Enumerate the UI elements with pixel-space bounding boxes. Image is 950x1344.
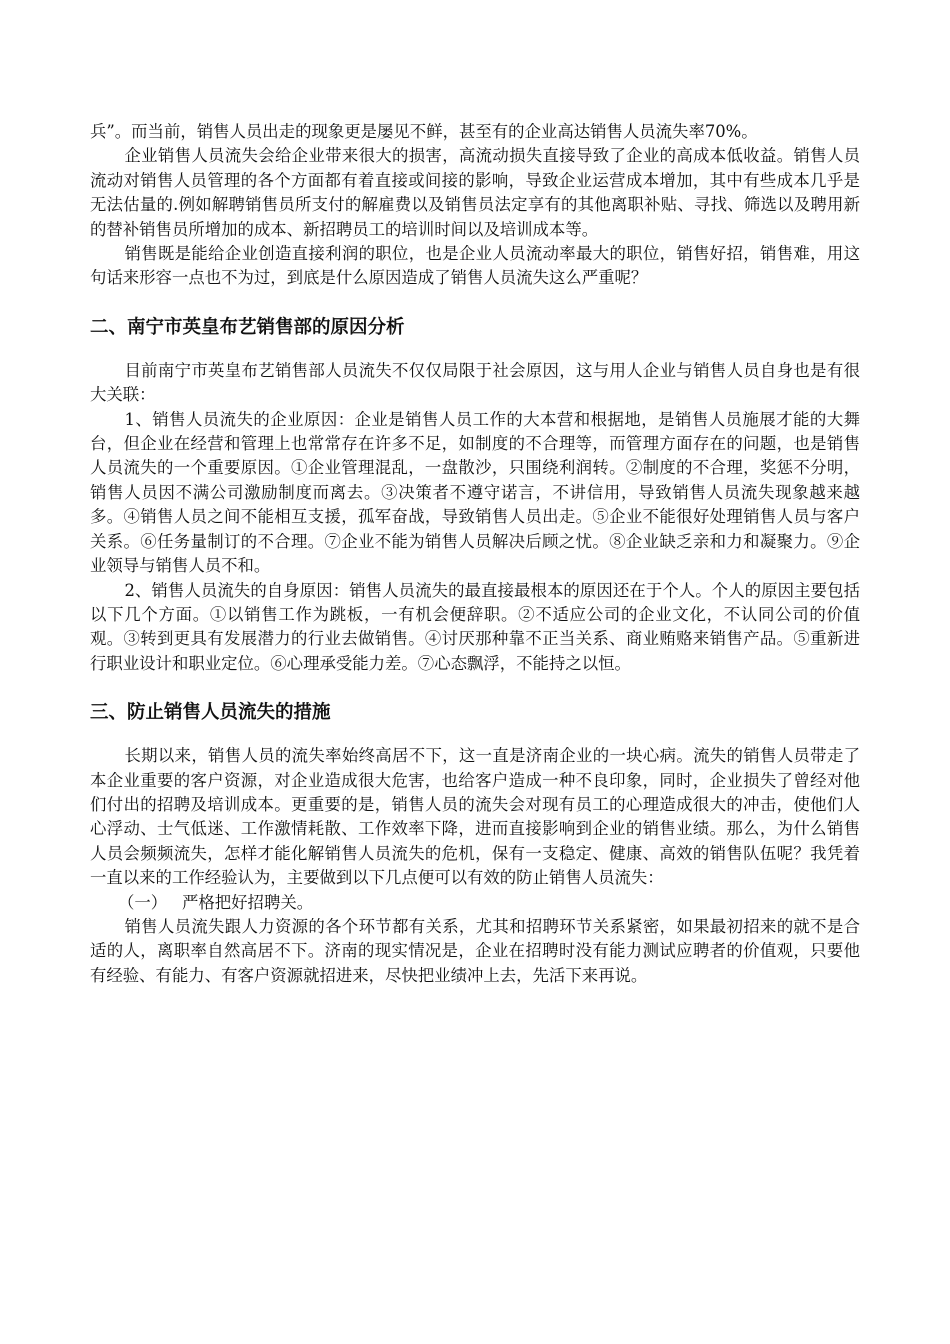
paragraph-intro-3: 销售既是能给企业创造直接利润的职位，也是企业人员流动率最大的职位，销售好招，销售难，用这句话来形容一点也不为过，到底是什么原因造成了销售人员流失这么严重呢？ xyxy=(90,244,860,288)
paragraph-intro-1: 兵”。而当前，销售人员出走的现象更是屡见不鲜，甚至有的企业高达销售人员流失率70%。 xyxy=(90,122,758,141)
paragraph-s2-2: 1、销售人员流失的企业原因：企业是销售人员工作的大本营和根据地，是销售人员施展才能的大舞台，但企业在经营和管理上也常常存在许多不足，如制度的不合理等，而管理方面存在的问题，也是销售人员流失的一个重要原因。①企业管理混乱，一盘散沙，只围绕利润转。②制度的不合理，奖惩不分明，销售人员因不满公司激励制度而离去。③决策者不遵守诺言，不讲信用，导致销售人员流失现象越来越多。④销售人员之间不能相互支援，孤军奋战，导致销售人员出走。⑤企业不能很好处理销售人员与客户关系。⑥任务量制订的不合理。⑦企业不能为销售人员解决后顾之忧。⑧企业缺乏亲和力和凝聚力。⑨企业领导与销售人员不和。 xyxy=(90,409,860,576)
list-item-1 xyxy=(90,891,860,915)
section-heading-3: 三、防止销售人员流失的措施 xyxy=(90,702,331,724)
list-item-number: （一） xyxy=(118,892,168,912)
paragraph-s2-3: 2、销售人员流失的自身原因：销售人员流失的最直接最根本的原因还在于个人。个人的原因主要包括以下几个方面。①以销售工作为跳板，一有机会便辞职。②不适应公司的企业文化，不认同公司的价值观。③转到更具有发展潜力的行业去做销售。④讨厌那种靠不正当关系、商业贿赂来销售产品。⑤重新进行职业设计和职业定位。⑥心理承受能力差。⑦心态飘浮，不能持之以恒。 xyxy=(90,580,860,673)
document-page xyxy=(90,120,860,988)
paragraph-intro-2: 企业销售人员流失会给企业带来很大的损害，高流动损失直接导致了企业的高成本低收益。销售人员流动对销售人员管理的各个方面都有着直接或间接的影响，导致企业运营成本增加，其中有些成本几乎是无法估量的.例如解聘销售员所支付的解雇费以及销售员法定享有的其他离职补贴、寻找、筛选以及聘用新的替补销售员所增加的成本、新招聘员工的培训时间以及培训成本等。 xyxy=(90,146,860,239)
paragraph-s3-2: 销售人员流失跟人力资源的各个环节都有关系，尤其和招聘环节关系紧密，如果最初招来的就不是合适的人，离职率自然高居不下。济南的现实情况是，企业在招聘时没有能力测试应聘者的价值观，只要他有经验、有能力、有客户资源就招进来，尽快把业绩冲上去，先活下来再说。 xyxy=(90,916,860,985)
paragraph-s2-1: 目前南宁市英皇布艺销售部人员流失不仅仅局限于社会原因，这与用人企业与销售人员自身也是有很大关联： xyxy=(90,360,860,405)
section-heading-2: 二、南宁市英皇布艺销售部的原因分析 xyxy=(90,316,405,338)
paragraph-s3-1: 长期以来，销售人员的流失率始终高居不下，这一直是济南企业的一块心病。流失的销售人员带走了本企业重要的客户资源，对企业造成很大危害，也给客户造成一种不良印象，同时，企业损失了曾经对他们付出的招聘及培训成本。更重要的是，销售人员的流失会对现有员工的心理造成很大的冲击，使他们人心浮动、士气低迷、工作激情耗散、工作效率下降，进而直接影响到企业的销售业绩。那么，为什么销售人员会频频流失，怎样才能化解销售人员流失的危机，保有一支稳定、健康、高效的销售队伍呢？我凭着一直以来的工作经验认为，主要做到以下几点便可以有效的防止销售人员流失： xyxy=(90,746,860,888)
list-item-text: 严格把好招聘关。 xyxy=(182,892,314,912)
